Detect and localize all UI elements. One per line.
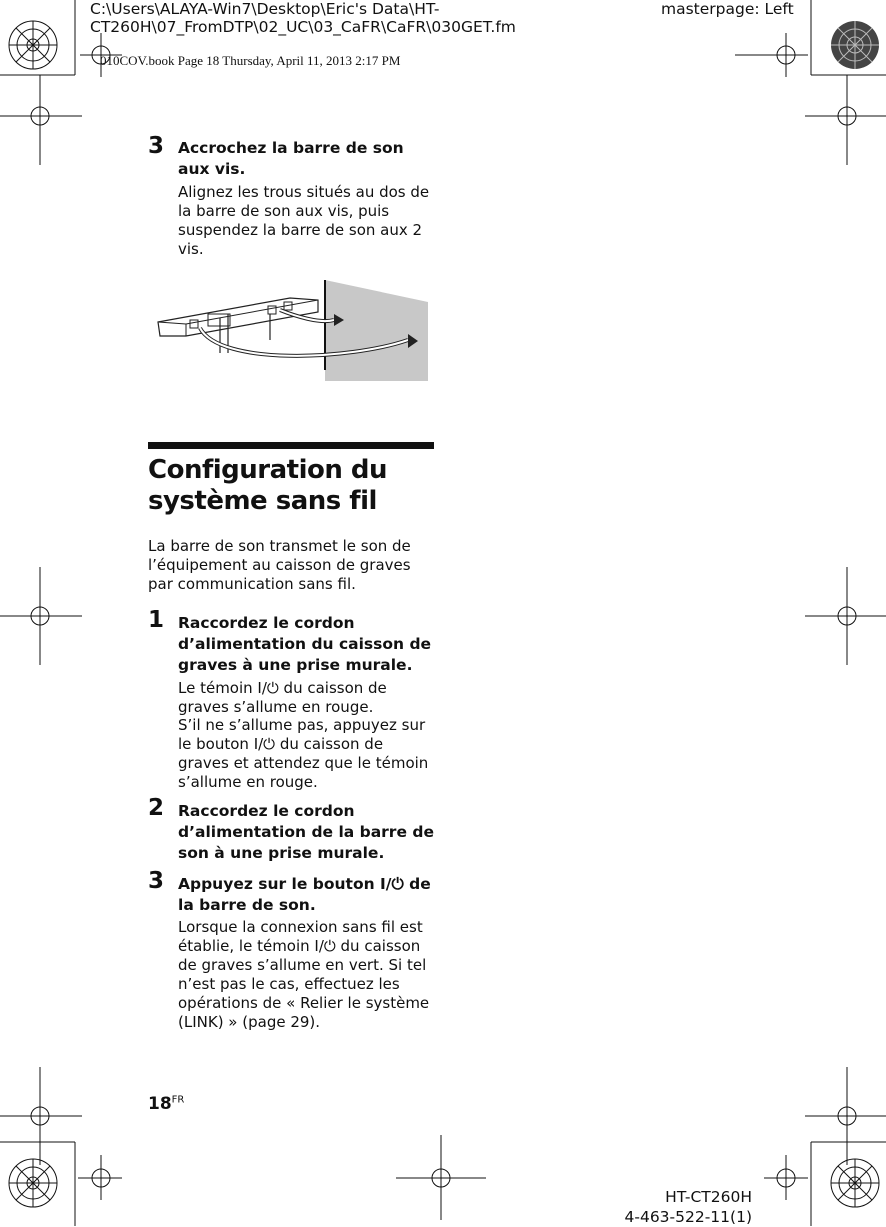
step-text: S’il ne s’allume pas, appuyez sur le bouton I/⏻ du caisson de graves et attendez que le témoin s’allume en rouge. [178,716,429,791]
step-number: 3 [148,133,165,159]
masterpage-label: masterpage: Left [661,0,794,18]
step-number: 2 [148,795,165,821]
step-number: 3 [148,868,165,894]
book-info: 010COV.book Page 18 Thursday, April 11, 2013 2:17 PM [100,53,401,68]
section-title: Configuration du système sans fil [148,455,388,516]
step-number: 1 [148,607,165,633]
page-number-value: 18 [148,1094,172,1114]
footer-model-info [620,1187,752,1227]
starburst-target-icon [9,21,879,1207]
starburst-target-dark-icon [831,21,879,69]
step-title: Appuyez sur le bouton I/⏻ de la barre de son. [178,875,431,914]
registration-mark-icon [0,33,886,1220]
model-name: HT-CT260H [665,1188,752,1206]
part-code: 4-463-522-11(1) [624,1208,752,1226]
step-text: Alignez les trous situés au dos de la barre de son aux vis, puis suspendez la barre de son aux 2 vis. [178,183,430,258]
step-title: Raccordez le cordon d’alimentation de la barre de son à une prise murale. [178,802,434,862]
step-text: Le témoin I/⏻ du caisson de graves s’allume en rouge. [178,679,387,716]
page-number [148,1094,184,1114]
section-rule [148,442,434,449]
soundbar-wall-mount-illustration [150,278,435,388]
page-number-suffix: FR [171,1094,185,1106]
file-path-header: C:\Users\ALAYA-Win7\Desktop\Eric's Data\HT-CT260H\07_FromDTP\02_UC\03_CaFR\CaFR\030GET.fm [90,0,516,36]
section-intro: La barre de son transmet le son de l’équipement au caisson de graves par communication sans fil. [148,537,411,593]
step-title: Accrochez la barre de son aux vis. [178,139,404,178]
step-title: Raccordez le cordon d’alimentation du caisson de graves à une prise murale. [178,614,432,674]
step-text: Lorsque la connexion sans fil est établie, le témoin I/⏻ du caisson de graves s’allume en vert. Si tel n’est pas le cas, effectuez les opérations de « Relier le système (LINK) » (page 29). [178,918,430,1031]
